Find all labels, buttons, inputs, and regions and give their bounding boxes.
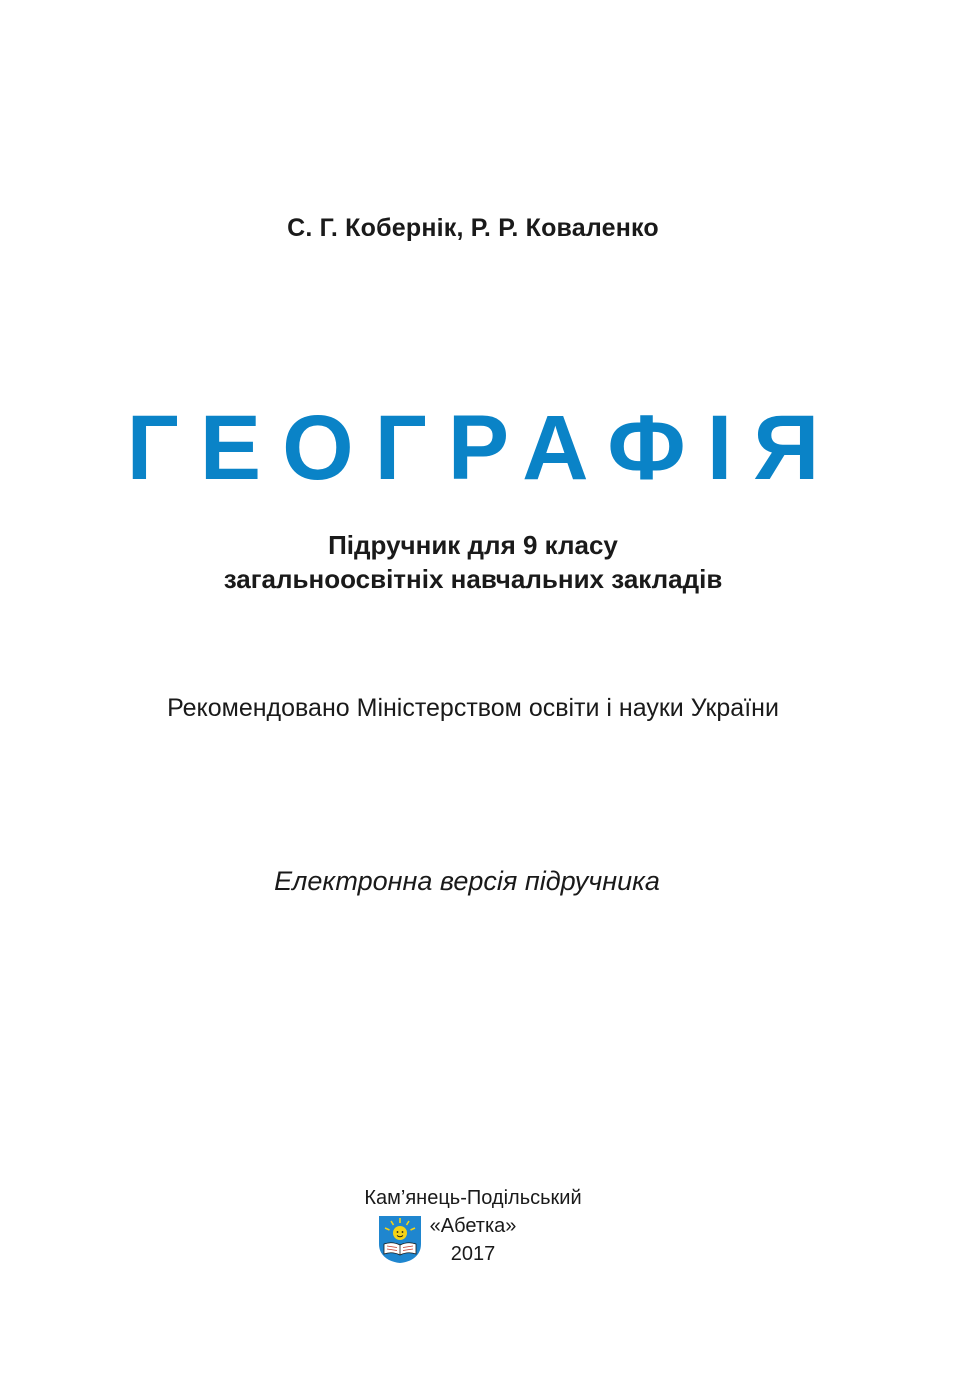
authors: С. Г. Кобернік, Р. Р. Коваленко xyxy=(287,214,659,242)
sun-book-shield-icon xyxy=(377,1214,423,1264)
subtitle-line-2: загальноосвітніх навчальних закладів xyxy=(223,564,723,594)
edition-note: Електронна версія підручника xyxy=(274,866,660,896)
book-title: ГЕОГРАФІЯ xyxy=(126,397,841,499)
publisher-name: «Абетка» xyxy=(429,1215,517,1237)
subtitle-line-1: Підручник для 9 класу xyxy=(328,530,618,560)
book-subtitle xyxy=(0,528,946,596)
publisher-year: 2017 xyxy=(450,1243,496,1265)
publisher-block xyxy=(0,1184,946,1268)
publisher-city: Кам’янець-Подільський xyxy=(364,1187,582,1209)
recommendation-note: Рекомендовано Міністерством освіти і науки України xyxy=(167,694,779,722)
